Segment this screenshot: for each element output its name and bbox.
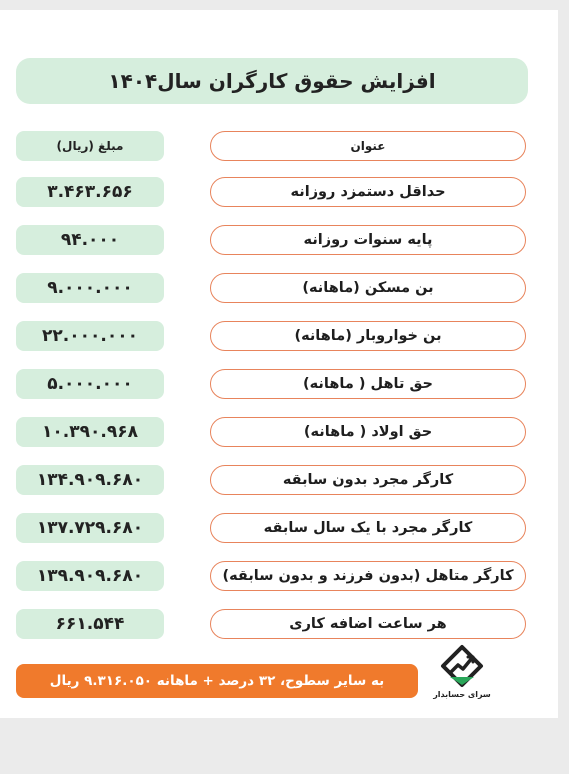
row-label: حداقل دستمزد روزانه <box>210 177 526 207</box>
row-value: ۱۳۹.۹۰۹.۶۸۰ <box>16 561 164 591</box>
table-row <box>0 609 558 643</box>
row-label: حق تاهل ( ماهانه) <box>210 369 526 399</box>
row-value: ۳.۴۶۳.۶۵۶ <box>16 177 164 207</box>
row-label: بن خواروبار (ماهانه) <box>210 321 526 351</box>
page-title: افزایش حقوق کارگران سال۱۴۰۴ <box>16 58 528 104</box>
row-value: ۹۴.۰۰۰ <box>16 225 164 255</box>
table-row <box>0 465 558 499</box>
infographic-card <box>0 10 558 718</box>
row-label: هر ساعت اضافه کاری <box>210 609 526 639</box>
table-header-row <box>0 131 558 165</box>
row-label: کارگر مجرد بدون سابقه <box>210 465 526 495</box>
row-value: ۹.۰۰۰.۰۰۰ <box>16 273 164 303</box>
table-row <box>0 417 558 451</box>
row-value: ۱۳۷.۷۲۹.۶۸۰ <box>16 513 164 543</box>
chart-diamond-icon <box>440 644 484 688</box>
table-row <box>0 177 558 211</box>
row-label: بن مسکن (ماهانه) <box>210 273 526 303</box>
row-value: ۱۳۴.۹۰۹.۶۸۰ <box>16 465 164 495</box>
table-row <box>0 561 558 595</box>
header-title: عنوان <box>210 131 526 161</box>
row-value: ۲۲.۰۰۰.۰۰۰ <box>16 321 164 351</box>
row-label: پایه سنوات روزانه <box>210 225 526 255</box>
table-row <box>0 273 558 307</box>
row-value: ۵.۰۰۰.۰۰۰ <box>16 369 164 399</box>
row-value: ۱۰.۳۹۰.۹۶۸ <box>16 417 164 447</box>
logo-text: سرای حسابدار <box>433 690 491 699</box>
row-label: حق اولاد ( ماهانه) <box>210 417 526 447</box>
brand-logo <box>428 644 496 718</box>
table-row <box>0 513 558 547</box>
table-row <box>0 321 558 355</box>
footer-note: به سایر سطوح، ۳۲ درصد + ماهانه ۹.۳۱۶.۰۵۰ ریال <box>16 664 418 698</box>
header-amount: مبلغ (ریال) <box>16 131 164 161</box>
table-row <box>0 225 558 259</box>
row-value: ۶۶۱.۵۴۴ <box>16 609 164 639</box>
row-label: کارگر متاهل (بدون فرزند و بدون سابقه) <box>210 561 526 591</box>
table-row <box>0 369 558 403</box>
row-label: کارگر مجرد با یک سال سابقه <box>210 513 526 543</box>
